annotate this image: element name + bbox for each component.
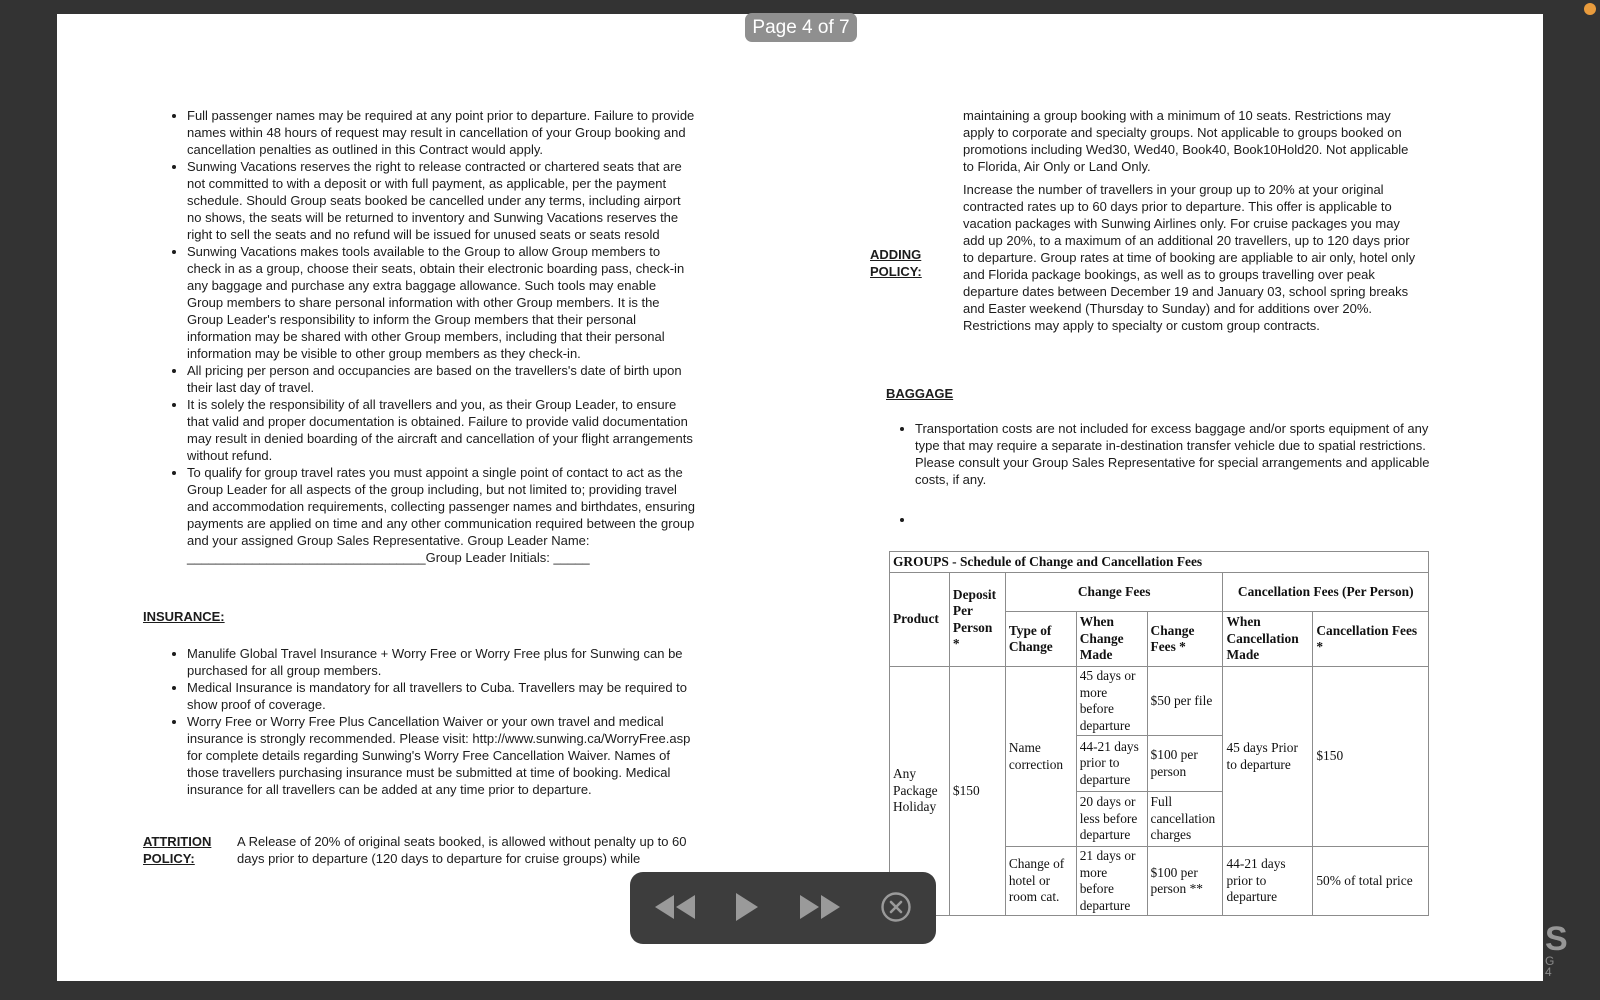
cell-product: Any Package Holiday bbox=[890, 667, 950, 916]
continuation-paragraph: maintaining a group booking with a minimum of 10 seats. Restrictions may apply to corporate and specialty groups. Not applicable to groups booked on promotions including Wed30, Wed40, Book40, Book10Hold20. Not applicable to Florida, Air Only or Land Only. bbox=[963, 108, 1409, 174]
insurance-heading: INSURANCE: bbox=[143, 609, 225, 624]
baggage-heading: BAGGAGE bbox=[886, 386, 954, 401]
watermark-letter: 4 bbox=[1545, 965, 1552, 979]
play-button[interactable] bbox=[735, 892, 759, 925]
attrition-label-line1: ATTRITION bbox=[143, 834, 212, 849]
cell-fee-100-per-person-2: $100 per person ** bbox=[1147, 847, 1223, 916]
cell-type-name-correction: Name correction bbox=[1005, 667, 1076, 847]
col-header-when-change-made: When Change Made bbox=[1076, 612, 1147, 667]
list-item: • Sunwing Vacations makes tools available to the Group to allow Group members to check in as a group, choose their seats, obtain their electronic boarding pass, check-in any baggage and purchase any extra baggage allowance. Such tools may enable Group members to share personal information with other Group members. It is the Group Leader's responsibility to inform the Group members that their personal information may be shared with other Group members, including that their personal information may be visible to other group members as they check-in. bbox=[187, 243, 695, 362]
list-item: • All pricing per person and occupancies are based on the travellers's date of birth upon their last day of travel. bbox=[187, 362, 695, 396]
cell-fee-100-per-person: $100 per person bbox=[1147, 736, 1223, 792]
rewind-button[interactable] bbox=[654, 894, 696, 923]
adding-policy-text: Increase the number of travellers in your group up to 20% at your original contracted rates up to 60 days prior to departure. This offer is applicable to vacation packages with Sunwing Airlines only. For cruise packages you may add up 20%, to a maximum of an additional 20 travellers, up to 120 days prior to departure. Group rates at time of booking are appliable to air only, hotel only and Florida package bookings, as well as to groups travelling over peak departure dates between December 19 and January 03, school spring breaks and Easter weekend (Thursday to Sunday) and for additions over 20%. Restrictions may apply to specialty or custom group contracts. bbox=[963, 182, 1416, 333]
watermark-letter: S bbox=[1545, 920, 1568, 958]
col-header-product: Product bbox=[890, 573, 950, 667]
list-item: • Manulife Global Travel Insurance + Worry Free or Worry Free plus for Sunwing can be purchased for all group members. bbox=[187, 645, 695, 679]
cell-fee-50-per-file: $50 per file bbox=[1147, 667, 1223, 736]
cell-type-change-of-hotel: Change of hotel or room cat. bbox=[1005, 847, 1076, 916]
col-header-cancellation-fees: Cancellation Fees * bbox=[1313, 612, 1429, 667]
cell-cancel-when-44-21-days: 44-21 days prior to departure bbox=[1223, 847, 1313, 916]
page-indicator: Page 4 of 7 bbox=[745, 13, 857, 42]
left-column-bullet-list bbox=[143, 107, 695, 566]
cell-deposit: $150 bbox=[949, 667, 1005, 916]
list-item: • It is solely the responsibility of all travellers and you, as their Group Leader, to ensure that valid and proper documentation is obtained. Failure to provide valid documentation may result in denied boarding of the aircraft and cancellation of your flight arrangements without refund. bbox=[187, 396, 695, 464]
col-header-type-of-change: Type of Change bbox=[1005, 612, 1076, 667]
list-item: • Sunwing Vacations reserves the right to release contracted or chartered seats that are not committed to with a deposit or with full payment, as applicable, per the payment schedule. Should Group seats booked be cancelled under any terms, including airport no shows, the seats will be returned to inventory and Sunwing Vacations reserves the right to sell the seats and no refund will be issued for unused seats or seats resold bbox=[187, 158, 695, 243]
cell-fee-full-cancellation: Full cancellation charges bbox=[1147, 792, 1223, 847]
cell-when-45-days: 45 days or more before departure bbox=[1076, 667, 1147, 736]
table-title: GROUPS - Schedule of Change and Cancellation Fees bbox=[890, 552, 1429, 573]
col-header-when-cancellation-made: When Cancellation Made bbox=[1223, 612, 1313, 667]
attrition-policy-text: A Release of 20% of original seats booked, is allowed without penalty up to 60 days prior to departure (120 days to departure for cruise groups) while bbox=[237, 834, 687, 866]
baggage-bullet-list bbox=[870, 420, 1436, 528]
fees-table bbox=[889, 551, 1429, 916]
list-item: • Medical Insurance is mandatory for all travellers to Cuba. Travellers may be required to show proof of coverage. bbox=[187, 679, 695, 713]
watermark bbox=[1545, 922, 1568, 978]
list-item bbox=[915, 511, 1436, 528]
cell-when-44-21-days: 44-21 days prior to departure bbox=[1076, 736, 1147, 792]
list-item: • Transportation costs are not included for excess baggage and/or sports equipment of any type that may require a separate in-destination transfer vehicle due to spatial restrictions. Please consult your Group Sales Representative for special arrangements and applicable costs, if any. bbox=[915, 420, 1436, 488]
list-item: • Worry Free or Worry Free Plus Cancellation Waiver or your own travel and medical insurance is strongly recommended. Please visit: http://www.sunwing.ca/WorryFree.asp for complete details regarding Sunwing's Worry Free Cancellation Waiver. Names of those travellers purchasing insurance must be submitted at time of booking. Medical insurance for all travellers can be added at any time prior to departure. bbox=[187, 713, 695, 798]
attrition-policy-section bbox=[143, 833, 695, 867]
cell-when-20-days: 20 days or less before departure bbox=[1076, 792, 1147, 847]
cell-cancel-when-45-days: 45 days Prior to departure bbox=[1223, 667, 1313, 847]
insurance-bullet-list bbox=[143, 645, 695, 798]
document-page bbox=[57, 14, 1543, 981]
group-header-change-fees: Change Fees bbox=[1005, 573, 1223, 612]
cell-when-21-days: 21 days or more before departure bbox=[1076, 847, 1147, 916]
cell-cancel-fee-50-percent: 50% of total price bbox=[1313, 847, 1429, 916]
play-icon bbox=[735, 892, 759, 925]
close-icon bbox=[880, 891, 912, 926]
fast-forward-button[interactable] bbox=[799, 894, 841, 923]
attrition-label-line2: POLICY: bbox=[143, 851, 195, 866]
watermark-letter: G bbox=[1545, 954, 1555, 968]
orange-status-dot bbox=[1584, 3, 1596, 15]
player-control-bar bbox=[630, 872, 936, 944]
close-button[interactable] bbox=[880, 891, 912, 926]
col-header-deposit: Deposit Per Person * bbox=[949, 573, 1005, 667]
attrition-policy-label bbox=[143, 833, 237, 867]
fast-forward-icon bbox=[799, 894, 841, 923]
col-header-change-fees: Change Fees * bbox=[1147, 612, 1223, 667]
rewind-icon bbox=[654, 894, 696, 923]
adding-policy-label bbox=[870, 246, 922, 280]
group-header-cancellation-fees: Cancellation Fees (Per Person) bbox=[1223, 573, 1429, 612]
list-item: • Full passenger names may be required at any point prior to departure. Failure to provide names within 48 hours of request may result in cancellation of your Group booking and cancellation penalties as outlined in this Contract would apply. bbox=[187, 107, 695, 158]
adding-label-line2: POLICY: bbox=[870, 264, 922, 279]
list-item: • To qualify for group travel rates you must appoint a single point of contact to act as the Group Leader for all aspects of the group including, but not limited to; providing travel and accommodation requirements, collecting passenger names and birthdates, ensuring payments are applied on time and any other communication required between the group and your assigned Group Sales Representative. Group Leader Name: _________________________________Group Leader Initials: _____ bbox=[187, 464, 695, 566]
adding-label-line1: ADDING bbox=[870, 247, 922, 262]
cell-cancel-fee-150: $150 bbox=[1313, 667, 1429, 847]
right-column-text bbox=[963, 107, 1422, 334]
